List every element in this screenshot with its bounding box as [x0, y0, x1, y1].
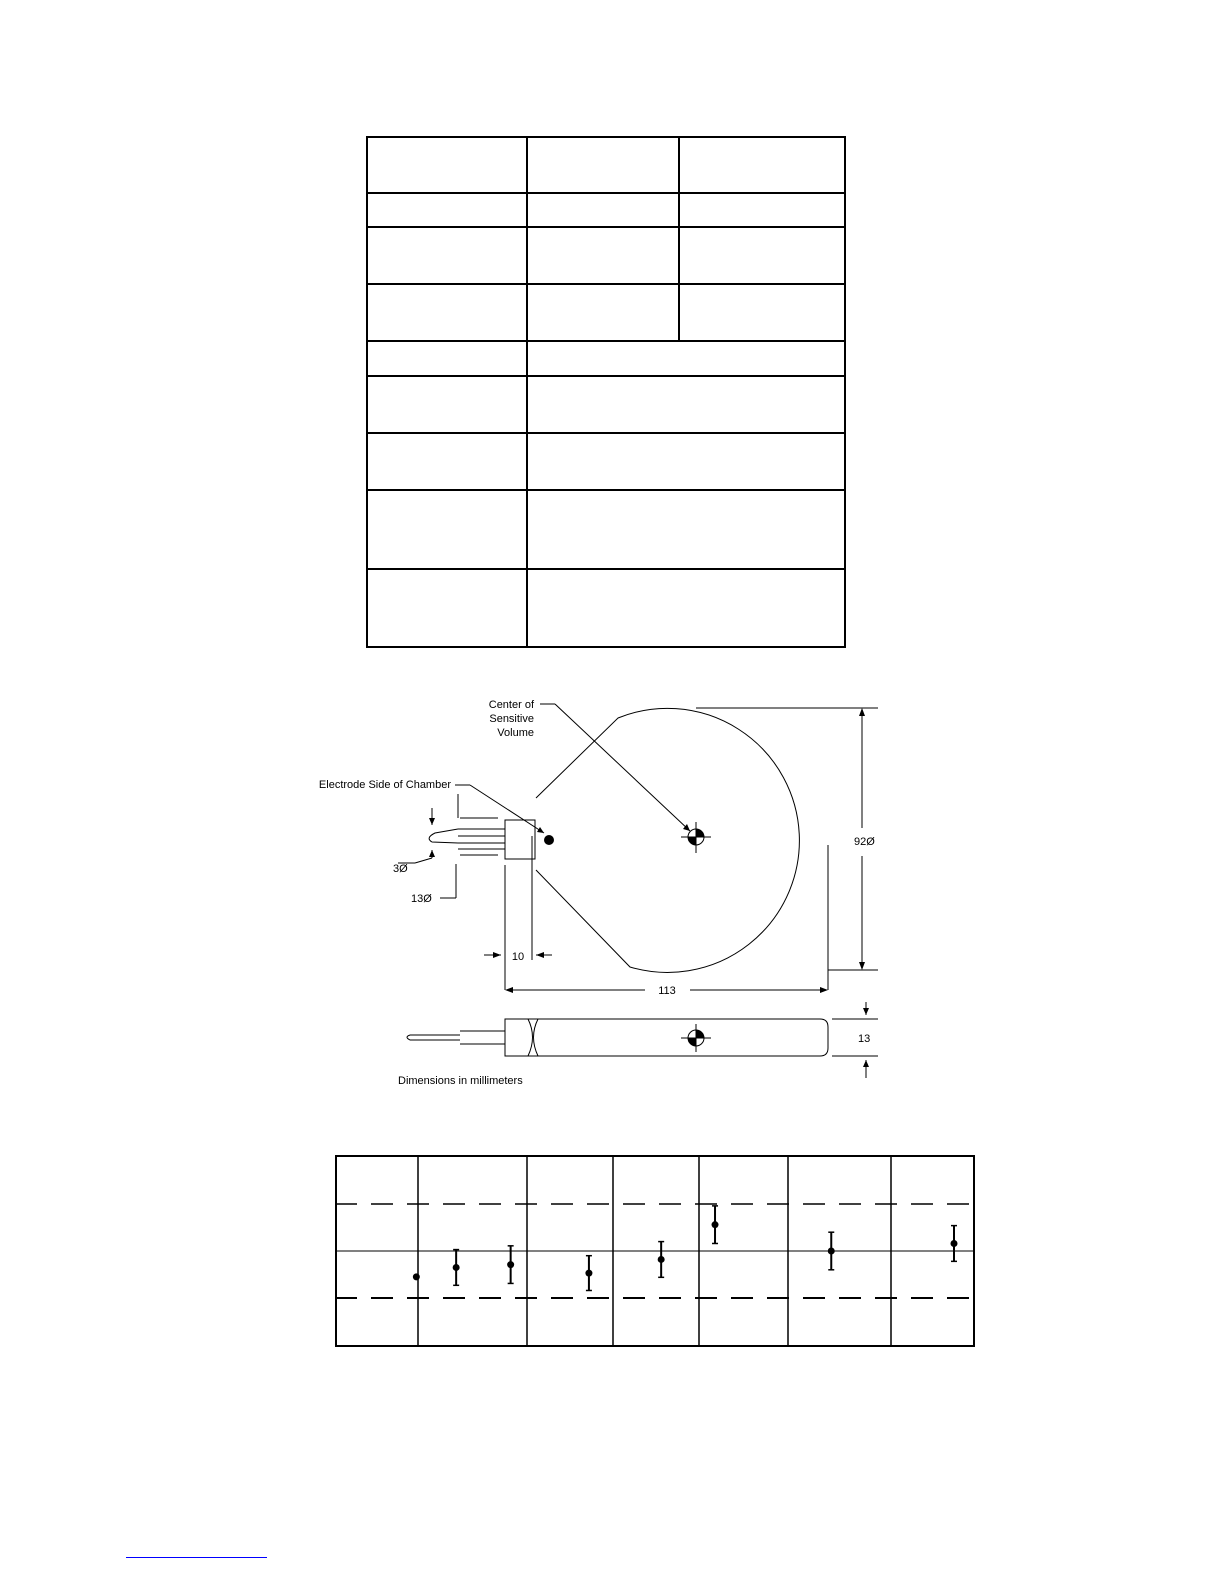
chart-points — [413, 1206, 958, 1291]
chamber-stem — [505, 820, 535, 859]
data-point-6 — [712, 1206, 719, 1244]
label-center-line2: Sensitive — [489, 713, 534, 725]
chamber-drawing — [300, 690, 920, 1100]
point-marker — [828, 1248, 835, 1255]
label-center-line3: Volume — [497, 727, 534, 739]
point-marker — [951, 1240, 958, 1247]
point-marker — [413, 1273, 420, 1280]
point-marker — [585, 1270, 592, 1277]
point-marker — [712, 1221, 719, 1228]
chamber-drawing-svg — [300, 690, 920, 1100]
units-note: Dimensions in millimeters — [398, 1075, 523, 1087]
spec-table — [366, 136, 846, 648]
results-chart — [335, 1155, 975, 1347]
point-marker — [453, 1264, 460, 1271]
data-point-2 — [453, 1250, 460, 1286]
cable-end — [429, 829, 458, 843]
footnote-rule — [126, 1557, 267, 1558]
dim-offset-label: 10 — [511, 951, 525, 963]
dim-cable-small-label: 3Ø — [393, 863, 408, 875]
dim-cable-large-label: 13Ø — [411, 893, 432, 905]
crosshair-fill-2 — [688, 837, 696, 845]
dim-thickness-label: 13 — [858, 1033, 871, 1045]
label-center-line1: Center of — [488, 699, 534, 711]
dim-length-label: 113 — [658, 985, 676, 997]
dim-diameter-label: 92Ø — [854, 836, 875, 848]
point-marker — [658, 1256, 665, 1263]
data-point-8 — [951, 1226, 958, 1262]
point-marker — [507, 1261, 514, 1268]
crosshair-fill-1 — [696, 829, 704, 837]
results-chart-svg — [335, 1155, 975, 1347]
chamber-outline — [536, 708, 799, 972]
data-point-4 — [585, 1256, 592, 1291]
data-point-1 — [413, 1273, 420, 1280]
data-point-5 — [658, 1242, 665, 1278]
spec-table-grid — [366, 136, 846, 648]
label-electrode-side: Electrode Side of Chamber — [318, 779, 451, 791]
data-point-7 — [828, 1232, 835, 1270]
electrode-dot — [544, 835, 554, 845]
